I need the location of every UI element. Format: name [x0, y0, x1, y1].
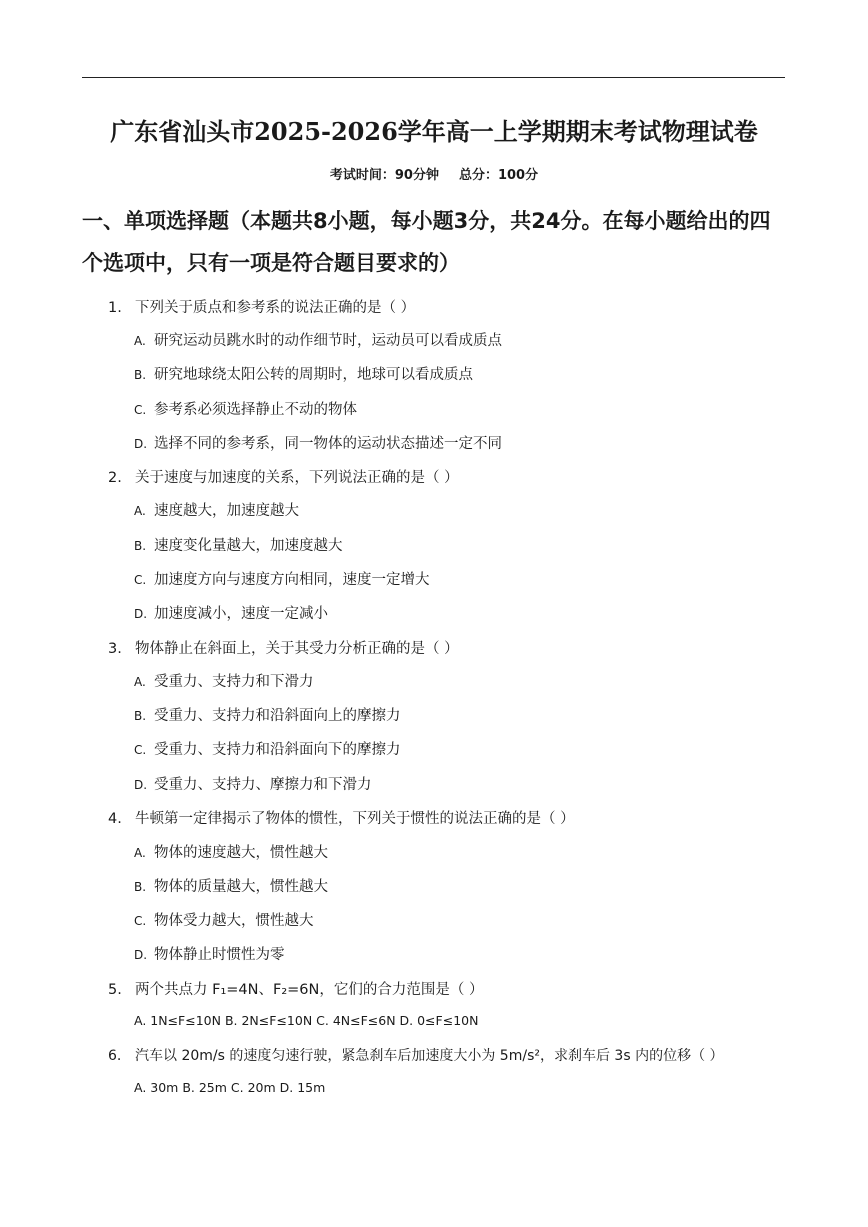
option-4a: A. 物体的速度越大，惯性越大 [134, 845, 328, 861]
question-stem: 下列关于质点和参考系的说法正确的是（ ） [135, 300, 416, 316]
option-2b: B. 速度变化量越大，加速度越大 [134, 538, 343, 554]
option-3a: A. 受重力、支持力和下滑力 [134, 674, 314, 690]
question-stem: 两个共点力 F₁=4N、F₂=6N，它们的合力范围是（ ） [135, 982, 484, 998]
question-1 [108, 296, 788, 317]
question-number: 4. [108, 811, 122, 827]
option-2a: A. 速度越大，加速度越大 [134, 503, 299, 519]
option-2c: C. 加速度方向与速度方向相同，速度一定增大 [134, 572, 430, 588]
header-rule [82, 77, 785, 78]
exam-time: 考试时间：90分钟 [329, 168, 439, 183]
option-1c: C. 参考系必须选择静止不动的物体 [134, 402, 357, 418]
question-stem: 物体静止在斜面上，关于其受力分析正确的是（ ） [135, 641, 459, 657]
option-4d: D. 物体静止时惯性为零 [134, 947, 285, 963]
question-5 [108, 978, 788, 999]
options-6: A. 30m B. 25m C. 20m D. 15m [134, 1080, 326, 1095]
option-1d: D. 选择不同的参考系，同一物体的运动状态描述一定不同 [134, 436, 502, 452]
question-number: 6. [108, 1048, 122, 1064]
question-3 [108, 637, 788, 658]
question-number: 2. [108, 470, 122, 486]
question-stem: 关于速度与加速度的关系，下列说法正确的是（ ） [135, 470, 459, 486]
total-score: 总分：100分 [458, 168, 539, 183]
exam-meta [0, 164, 868, 183]
question-number: 5. [108, 982, 122, 998]
option-1a: A. 研究运动员跳水时的动作细节时，运动员可以看成质点 [134, 333, 502, 349]
question-number: 3. [108, 641, 122, 657]
option-4c: C. 物体受力越大，惯性越大 [134, 913, 314, 929]
option-4b: B. 物体的质量越大，惯性越大 [134, 879, 328, 895]
options-5: A. 1N≤F≤10N B. 2N≤F≤10N C. 4N≤F≤6N D. 0≤F≤10N [134, 1013, 479, 1028]
question-number: 1. [108, 300, 122, 316]
option-2d: D. 加速度减小，速度一定减小 [134, 606, 328, 622]
question-4 [108, 807, 788, 828]
question-stem: 牛顿第一定律揭示了物体的惯性，下列关于惯性的说法正确的是（ ） [135, 811, 575, 827]
option-3b: B. 受重力、支持力和沿斜面向上的摩擦力 [134, 708, 401, 724]
question-6 [108, 1045, 788, 1065]
question-stem: 汽车以 20m/s 的速度匀速行驶，紧急刹车后加速度大小为 5m/s²，求刹车后 3s 内的位移（ ） [135, 1048, 724, 1064]
option-3d: D. 受重力、支持力、摩擦力和下滑力 [134, 777, 372, 793]
question-2 [108, 466, 788, 487]
section-heading: 一、单项选择题（本题共8小题，每小题3分，共24分。在每小题给出的四个选项中，只有一项是符合题目要求的） [82, 209, 771, 275]
option-1b: B. 研究地球绕太阳公转的周期时，地球可以看成质点 [134, 367, 473, 383]
option-3c: C. 受重力、支持力和沿斜面向下的摩擦力 [134, 742, 401, 758]
exam-title: 广东省汕头市2025-2026学年高一上学期期末考试物理试卷 [110, 117, 758, 146]
